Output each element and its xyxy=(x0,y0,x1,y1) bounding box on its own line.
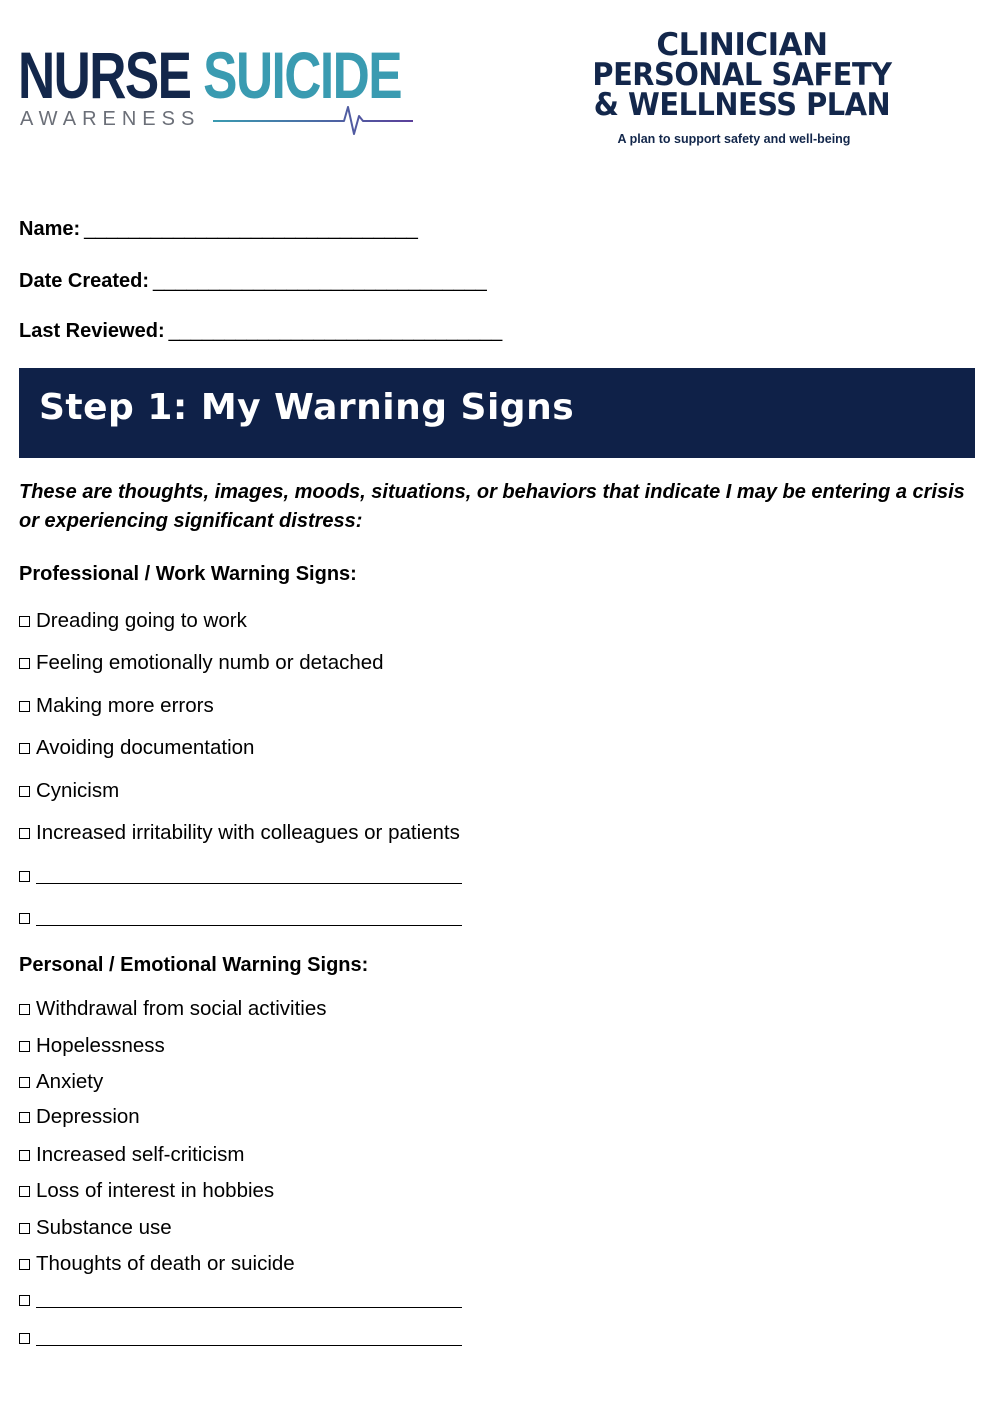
logo-word-suicide: SUICIDE xyxy=(203,38,402,112)
checklist-item[interactable] xyxy=(19,736,254,760)
checklist-item-label: Increased self-criticism xyxy=(36,1143,245,1166)
checkbox-icon[interactable] xyxy=(19,701,30,712)
checkbox-icon[interactable] xyxy=(19,1150,30,1161)
write-in-line[interactable] xyxy=(36,907,462,926)
logo-wordmark xyxy=(18,38,402,112)
checklist-item-label: Thoughts of death or suicide xyxy=(36,1252,295,1275)
name-field[interactable] xyxy=(19,217,418,241)
checklist-item-label: Dreading going to work xyxy=(36,609,247,632)
checklist-item[interactable] xyxy=(19,779,119,803)
checklist-item[interactable] xyxy=(19,694,214,718)
checkbox-icon[interactable] xyxy=(19,1186,30,1197)
write-in-line[interactable] xyxy=(36,1327,462,1346)
plan-title-line-2: PERSONAL SAFETY xyxy=(592,57,892,93)
step-1-intro: These are thoughts, images, moods, situations, or behaviors that indicate I may be entering a crisis or experiencing significant distress: xyxy=(19,481,965,532)
plan-title-block xyxy=(508,27,976,146)
plan-title-line-1: CLINICIAN xyxy=(656,27,828,63)
logo-word-nurse: NURSE xyxy=(18,38,191,112)
checklist-item-label: Loss of interest in hobbies xyxy=(36,1179,275,1202)
checklist-item[interactable] xyxy=(19,997,327,1021)
checklist-item-label: Increased irritability with colleagues or patients xyxy=(36,821,460,844)
professional-warning-signs-heading: Professional / Work Warning Signs: xyxy=(19,563,357,585)
checkbox-icon[interactable] xyxy=(19,913,30,924)
step-1-title: Step 1: My Warning Signs xyxy=(39,387,575,428)
checkbox-icon[interactable] xyxy=(19,658,30,669)
checkbox-icon[interactable] xyxy=(19,1041,30,1052)
step-1-banner xyxy=(19,368,975,458)
checklist-blank-item[interactable] xyxy=(19,864,462,888)
write-in-line[interactable] xyxy=(36,865,462,884)
personal-warning-signs-heading: Personal / Emotional Warning Signs: xyxy=(19,954,369,976)
checklist-item[interactable] xyxy=(19,821,460,845)
checkbox-icon[interactable] xyxy=(19,743,30,754)
checkbox-icon[interactable] xyxy=(19,1333,30,1344)
checklist-item[interactable] xyxy=(19,609,247,633)
checklist-item-label: Hopelessness xyxy=(36,1034,165,1057)
checklist-item-label: Feeling emotionally numb or detached xyxy=(36,651,384,674)
nurse-suicide-awareness-logo xyxy=(18,40,408,140)
last-reviewed-field[interactable] xyxy=(19,319,502,343)
name-blank[interactable]: ______________________________ xyxy=(84,218,418,240)
write-in-line[interactable] xyxy=(36,1289,462,1308)
checklist-item[interactable] xyxy=(19,651,384,675)
checkbox-icon[interactable] xyxy=(19,1295,30,1306)
checklist-item[interactable] xyxy=(19,1216,172,1240)
last-reviewed-blank[interactable]: ______________________________ xyxy=(168,320,503,342)
checklist-item-label: Substance use xyxy=(36,1216,172,1239)
last-reviewed-label: Last Reviewed: xyxy=(19,320,165,342)
checkbox-icon[interactable] xyxy=(19,616,30,627)
checklist-item-label: Making more errors xyxy=(36,694,214,717)
checklist-item-label: Avoiding documentation xyxy=(36,736,255,759)
checkbox-icon[interactable] xyxy=(19,1004,30,1015)
checklist-item-label: Depression xyxy=(36,1105,140,1128)
checkbox-icon[interactable] xyxy=(19,871,30,882)
checklist-item[interactable] xyxy=(19,1034,165,1058)
name-label: Name: xyxy=(19,218,81,240)
checklist-blank-item[interactable] xyxy=(19,1288,462,1312)
plan-title-line-3: & WELLNESS PLAN xyxy=(593,87,891,123)
checkbox-icon[interactable] xyxy=(19,1077,30,1088)
checkbox-icon[interactable] xyxy=(19,1112,30,1123)
logo-subtitle: AWARENESS xyxy=(20,108,201,130)
checklist-blank-item[interactable] xyxy=(19,906,462,930)
checklist-item-label: Cynicism xyxy=(36,779,120,802)
date-created-field[interactable] xyxy=(19,269,487,293)
plan-tagline: A plan to support safety and well-being xyxy=(617,132,851,146)
checklist-item[interactable] xyxy=(19,1179,274,1203)
checklist-item[interactable] xyxy=(19,1105,140,1129)
checklist-blank-item[interactable] xyxy=(19,1326,462,1350)
checklist-item[interactable] xyxy=(19,1143,244,1167)
date-created-blank[interactable]: ______________________________ xyxy=(153,270,487,292)
checklist-item[interactable] xyxy=(19,1252,295,1276)
checkbox-icon[interactable] xyxy=(19,828,30,839)
checkbox-icon[interactable] xyxy=(19,1223,30,1234)
checklist-item-label: Anxiety xyxy=(36,1070,104,1093)
checklist-item-label: Withdrawal from social activities xyxy=(36,997,327,1020)
checkbox-icon[interactable] xyxy=(19,786,30,797)
checkbox-icon[interactable] xyxy=(19,1259,30,1270)
heartbeat-line-icon xyxy=(213,102,413,138)
checklist-item[interactable] xyxy=(19,1070,103,1094)
date-created-label: Date Created: xyxy=(19,270,150,292)
